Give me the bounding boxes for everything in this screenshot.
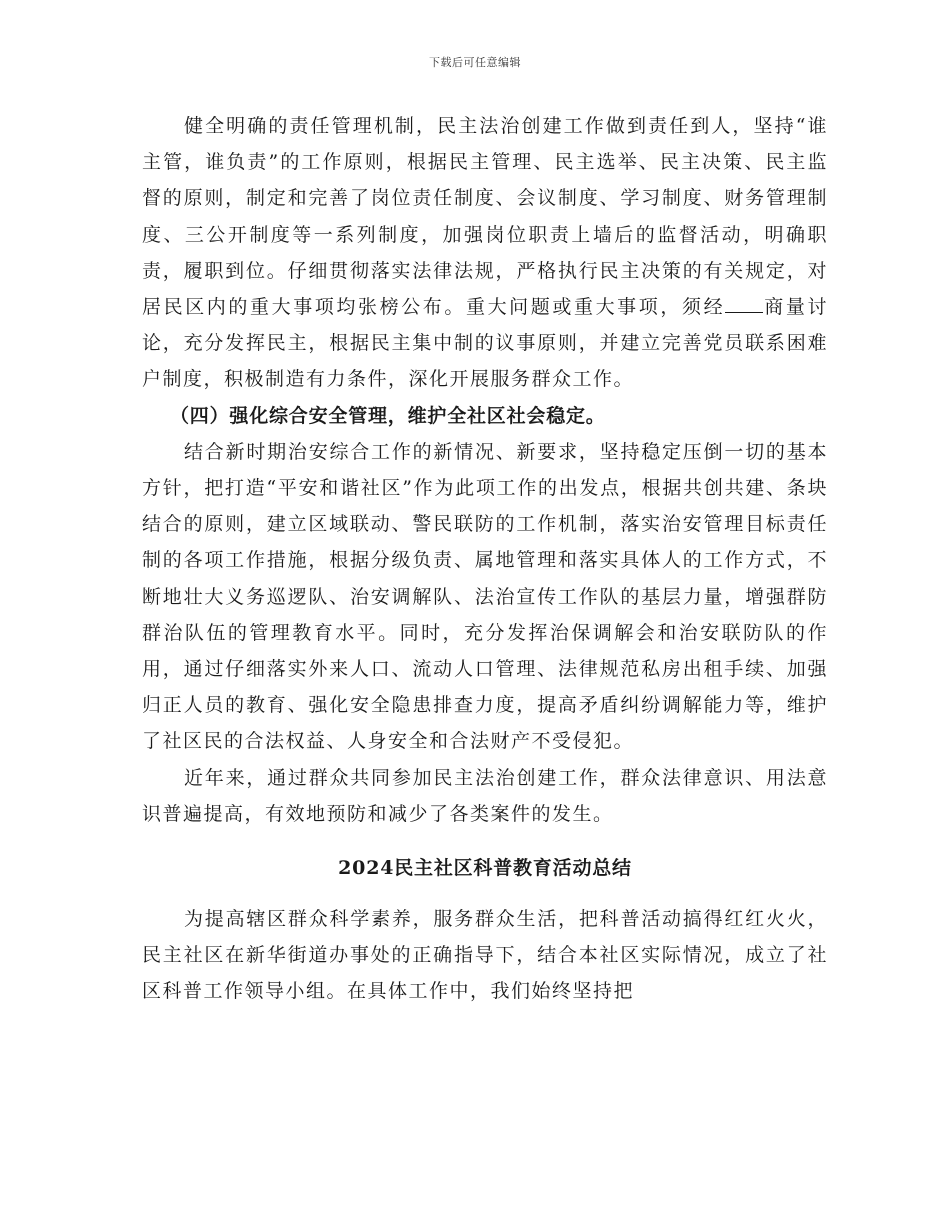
paragraph-security: 结合新时期治安综合工作的新情况、新要求，坚持稳定压倒一切的基本方针，把打造“平安和谐社区”作为此项工作的出发点，根据共创共建、条块结合的原则，建立区域联动、警民联防的工作机制，落实治安管理目标责任制的各项工作措施，根据分级负责、属地管理和落实具体人的工作方式，不断地壮大义务巡逻队、治安调解队、法治宣传工作队的基层力量，增强群防群治队伍的管理教育水平。同时，充分发挥治保调解会和治安联防队的作用，通过仔细落实外来人口、流动人口管理、法律规范私房出租手续、加强归正人员的教育、强化安全隐患排查力度，提高矛盾纠纷调解能力等，维护了社区民的合法权益、人身安全和合法财产不受侵犯。	[142, 440, 828, 753]
document-title: 2024民主社区科普教育活动总结	[338, 857, 632, 880]
fill-in-blank	[725, 292, 763, 313]
paragraph-text: 商量讨论，充分发挥民主，根据民主集中制的议事原则，并建立完善党员联系困难户制度，积极制造有力条件，深化开展服务群众工作。	[142, 296, 828, 391]
page-header: 下载后可任意编辑	[429, 56, 521, 69]
paragraph-text: 健全明确的责任管理机制，民主法治创建工作做到责任到人，坚持“谁主管，谁负责”的工作原则，根据民主管理、民主选举、民主决策、民主监督的原则，制定和完善了岗位责任制度、会议制度、学习制度、财务管理制度、三公开制度等一系列制度，加强岗位职责上墙后的监督活动，明确职责，履职到位。仔细贯彻落实法律法规，严格执行民主决策的有关规定，对居民区内的重大事项均张榜公布。重大问题或重大事项，须经	[142, 115, 828, 319]
section-heading: （四）强化综合安全管理，维护全社区社会稳定。	[170, 404, 606, 427]
paragraph-responsibility	[142, 108, 828, 398]
paragraph-conclusion: 近年来，通过群众共同参加民主法治创建工作，群众法律意识、用法意识普遍提高，有效地预防和减少了各类案件的发生。	[142, 766, 828, 825]
document-body	[142, 108, 828, 1010]
paragraph-science-intro: 为提高辖区群众科学素养，服务群众生活，把科普活动搞得红红火火，民主社区在新华街道办事处的正确指导下，结合本社区实际情况，成立了社区科普工作领导小组。在具体工作中，我们始终坚持把	[142, 908, 828, 1003]
